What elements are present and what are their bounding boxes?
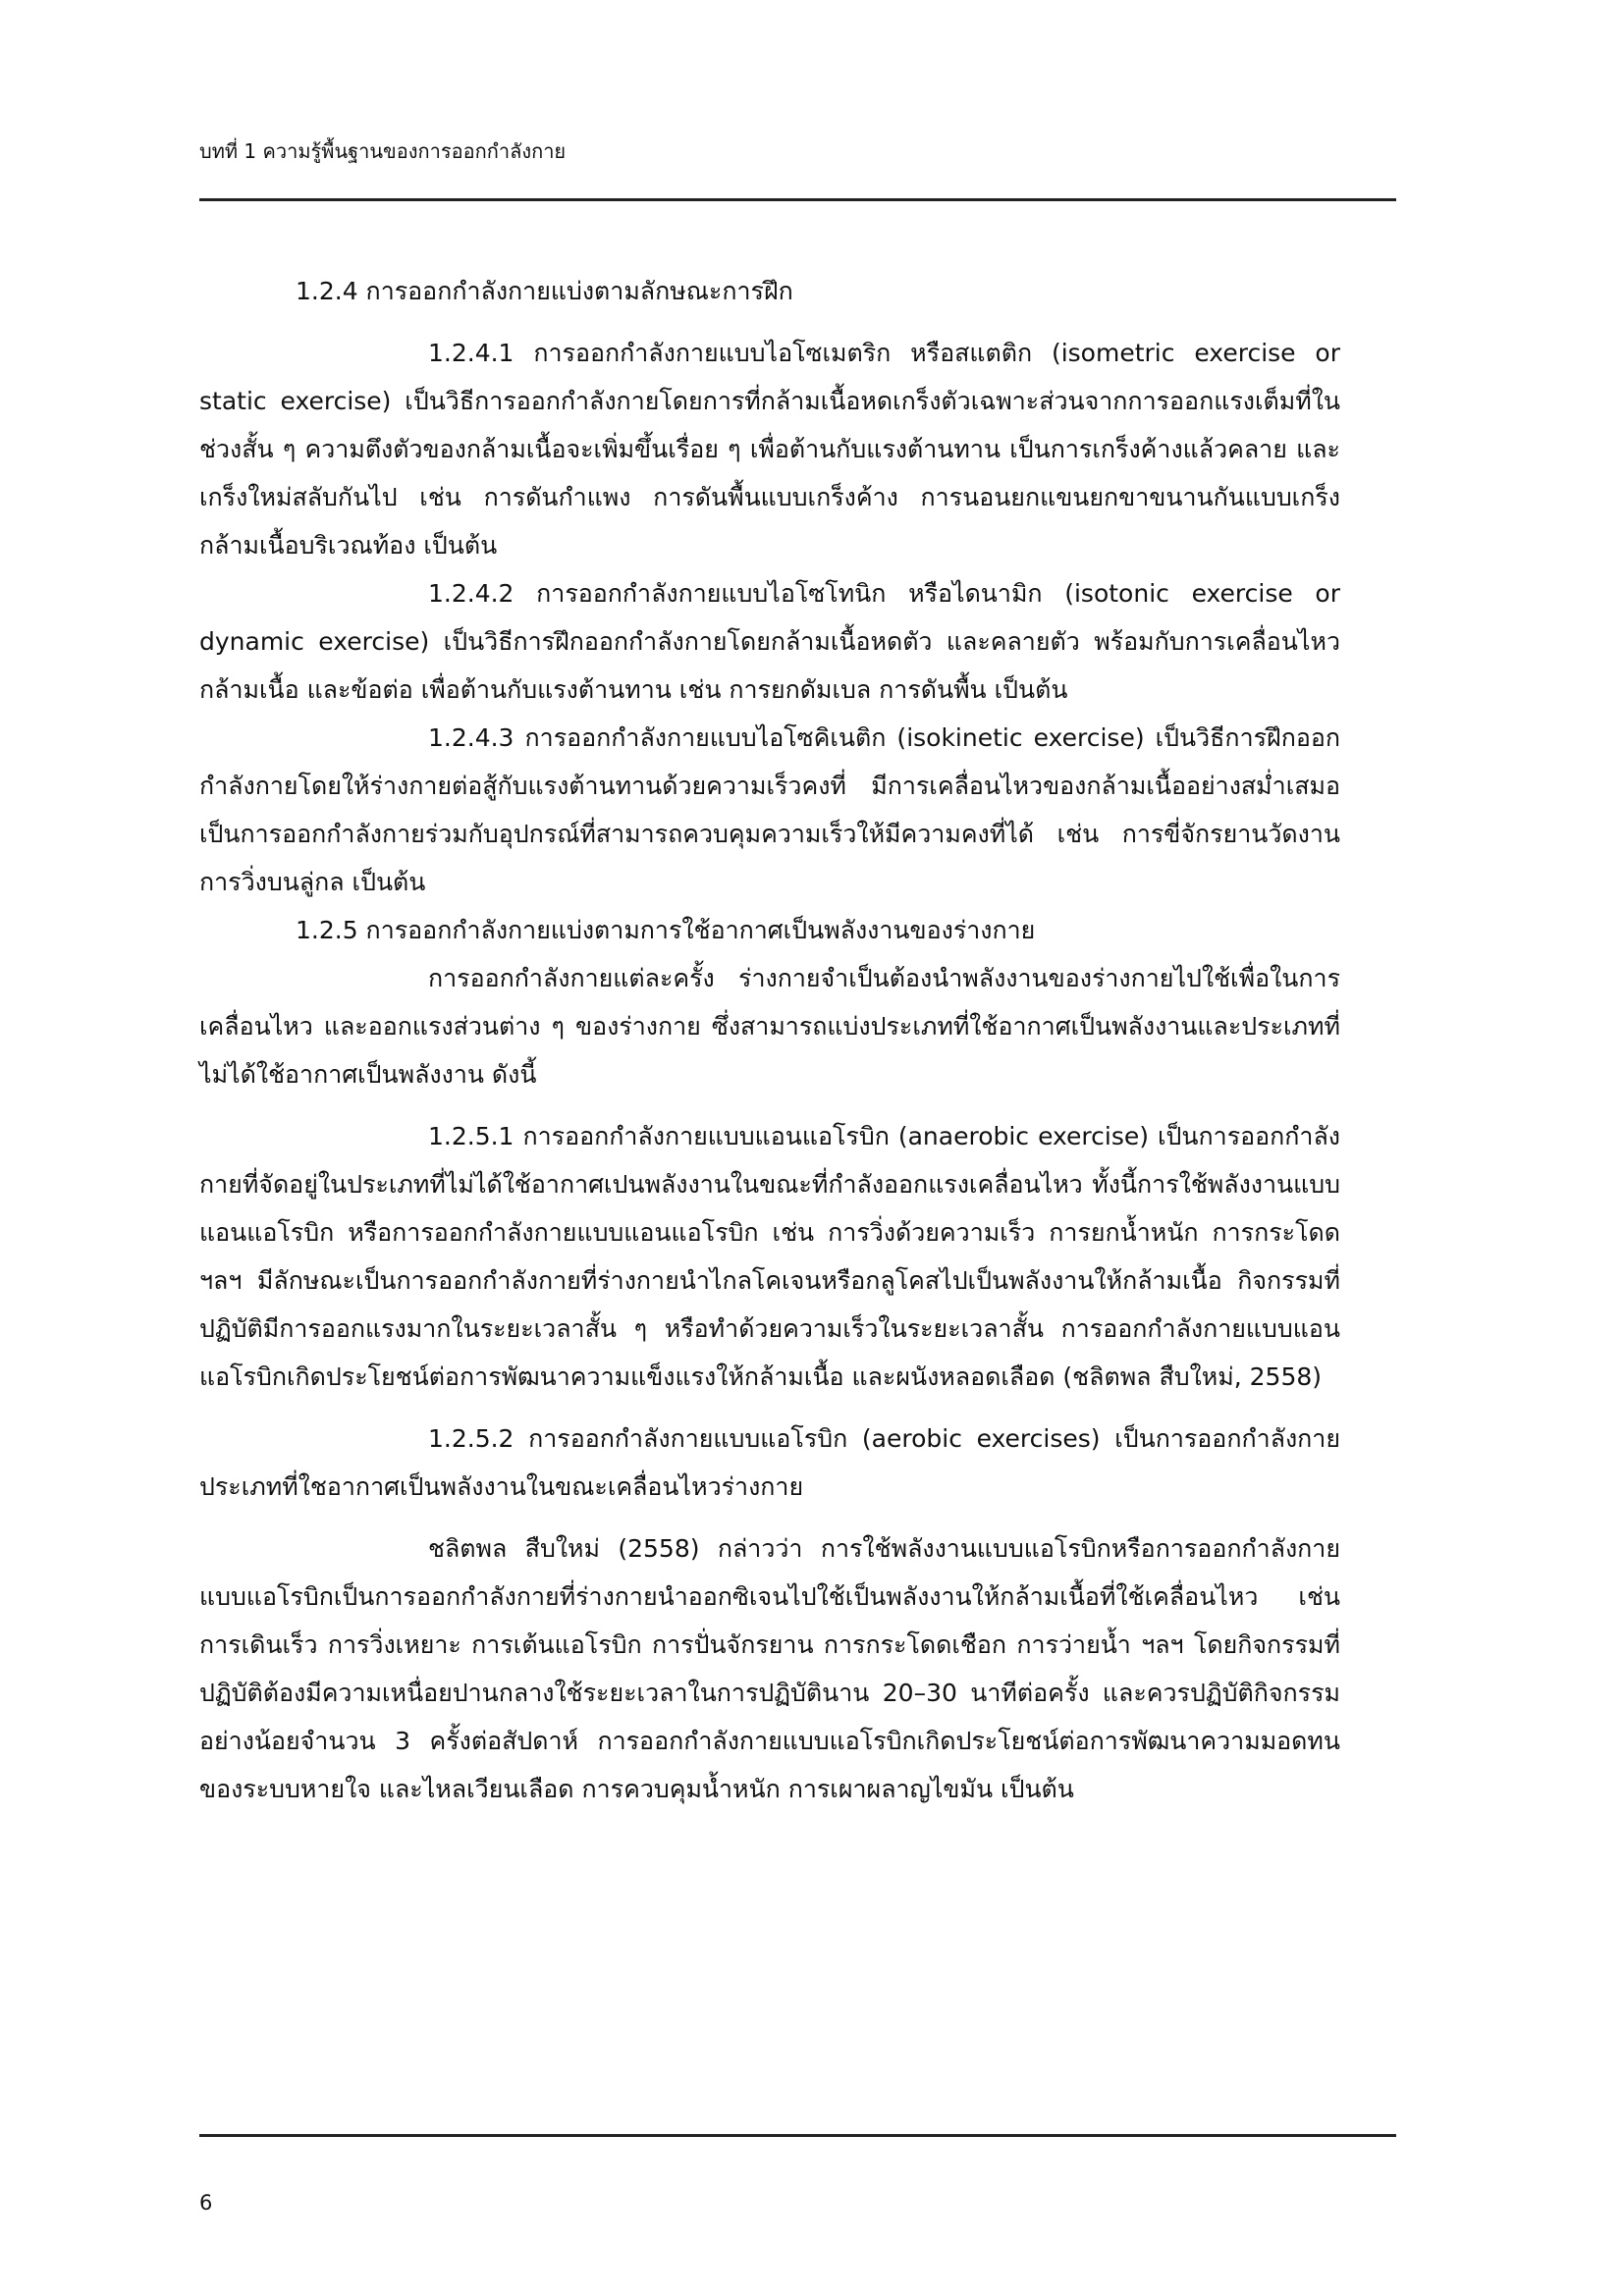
header-rule: [199, 198, 1396, 201]
paragraph-citation: ชลิตพล สืบใหม่ (2558) กล่าวว่า การใช้พลังงานแบบแอโรบิกหรือการออกกำลังกายแบบแอโรบิกเป็นการออกกำลังกายที่ร่างกายนำออกซิเจนไปใช้เป็นพลังงานให้กล้ามเนื้อที่ใช้เคลื่อนไหว เช่น การเดินเร็ว การวิ่งเหยาะ การเต้นแอโรบิก การปั่นจักรยาน การกระโดดเชือก การว่ายน้ำ ฯลฯ โดยกิจกรรมที่ปฏิบัติต้องมีความเหนื่อยปานกลางใช้ระยะเวลาในการปฏิบัตินาน 20–30 นาทีต่อครั้ง และควรปฏิบัติกิจกรรมอย่างน้อยจำนวน 3 ครั้งต่อสัปดาห์ การออกกำลังกายแบบแอโรบิกเกิดประโยชน์ต่อการพัฒนาความมอดทนของระบบหายใจ และไหลเวียนเลือด การควบคุมน้ำหนัก การเผาผลาญไขมัน เป็นต้น: [199, 1534, 1340, 1803]
paragraph-1-2-5-intro: การออกกำลังกายแต่ละครั้ง ร่างกายจำเป็นต้องนำพลังงานของร่างกายไปใช้เพื่อในการเคลื่อนไหว และออกแรงส่วนต่าง ๆ ของร่างกาย ซึ่งสามารถแบ่งประเภทที่ใช้อากาศเป็นพลังงานและประเภทที่ไม่ได้ใช้อากาศเป็นพลังงาน ดังนี้: [199, 964, 1340, 1089]
paragraph-1-2-4-3: 1.2.4.3 การออกกำลังกายแบบไอโซคิเนติก (isokinetic exercise) เป็นวิธีการฝึกออกกำลังกายโดยให้ร่างกายต่อสู้กับแรงต้านทานด้วยความเร็วคงที่ มีการเคลื่อนไหวของกล้ามเนื้ออย่างสม่ำเสมอ เป็นการออกกำลังกายร่วมกับอุปกรณ์ที่สามารถควบคุมความเร็วให้มีความคงที่ได้ เช่น การขี่จักรยานวัดงาน การวิ่งบนลู่กล เป็นต้น: [199, 723, 1340, 896]
running-header: บทที่ 1 ความรู้พื้นฐานของการออกกำลังกาย: [199, 139, 567, 163]
page-number: 6: [199, 2191, 213, 2215]
paragraph-1-2-5-1: 1.2.5.1 การออกกำลังกายแบบแอนแอโรบิก (anaerobic exercise) เป็นการออกกำลังกายที่จัดอยู่ในประเภทที่ไม่ได้ใช้อากาศเปนพลังงานในขณะที่กำลังออกแรงเคลื่อนไหว ทั้งนี้การใช้พลังงานแบบแอนแอโรบิก หรือการออกกำลังกายแบบแอนแอโรบิก เช่น การวิ่งด้วยความเร็ว การยกน้ำหนัก การกระโดด ฯลฯ มีลักษณะเป็นการออกกำลังกายที่ร่างกายนำไกลโคเจนหรือกลูโคสไปเป็นพลังงานให้กล้ามเนื้อ กิจกรรมที่ปฏิบัติมีการออกแรงมากในระยะเวลาสั้น ๆ หรือทำด้วยความเร็วในระยะเวลาสั้น การออกกำลังกายแบบแอนแอโรบิกเกิดประโยชน์ต่อการพัฒนาความแข็งแรงให้กล้ามเนื้อ และผนังหลอดเลือด (ชลิตพล สืบใหม่, 2558): [199, 1122, 1340, 1391]
page-body: [199, 267, 1340, 1813]
footer-rule: [199, 2134, 1396, 2137]
paragraph-1-2-5-2: 1.2.5.2 การออกกำลังกายแบบแอโรบิก (aerobic exercises) เป็นการออกกำลังกายประเภทที่ใชอากาศเป็นพลังงานในขณะเคลื่อนไหวร่างกาย: [199, 1424, 1340, 1501]
section-heading-1-2-4: 1.2.4 การออกกำลังกายแบ่งตามลักษณะการฝึก: [296, 277, 793, 305]
section-heading-1-2-5: 1.2.5 การออกกำลังกายแบ่งตามการใช้อากาศเป็นพลังงานของร่างกาย: [296, 916, 1036, 944]
paragraph-1-2-4-1: 1.2.4.1 การออกกำลังกายแบบไอโซเมตริก หรือสแตติก (isometric exercise or static exercise) เป็นวิธีการออกกำลังกายโดยการที่กล้ามเนื้อหดเกร็งตัวเฉพาะส่วนจากการออกแรงเต็มที่ในช่วงสั้น ๆ ความตึงตัวของกล้ามเนื้อจะเพิ่มขึ้นเรื่อย ๆ เพื่อต้านกับแรงต้านทาน เป็นการเกร็งค้างแล้วคลาย และเกร็งใหม่สลับกันไป เช่น การดันกำแพง การดันพื้นแบบเกร็งค้าง การนอนยกแขนยกขาขนานกันแบบเกร็งกล้ามเนื้อบริเวณท้อง เป็นต้น: [199, 339, 1340, 560]
paragraph-1-2-4-2: 1.2.4.2 การออกกำลังกายแบบไอโซโทนิก หรือไดนามิก (isotonic exercise or dynamic exercise) เป็นวิธีการฝึกออกกำลังกายโดยกล้ามเนื้อหดตัว และคลายตัว พร้อมกับการเคลื่อนไหวกล้ามเนื้อ และข้อต่อ เพื่อต้านกับแรงต้านทาน เช่น การยกดัมเบล การดันพื้น เป็นต้น: [199, 579, 1340, 704]
